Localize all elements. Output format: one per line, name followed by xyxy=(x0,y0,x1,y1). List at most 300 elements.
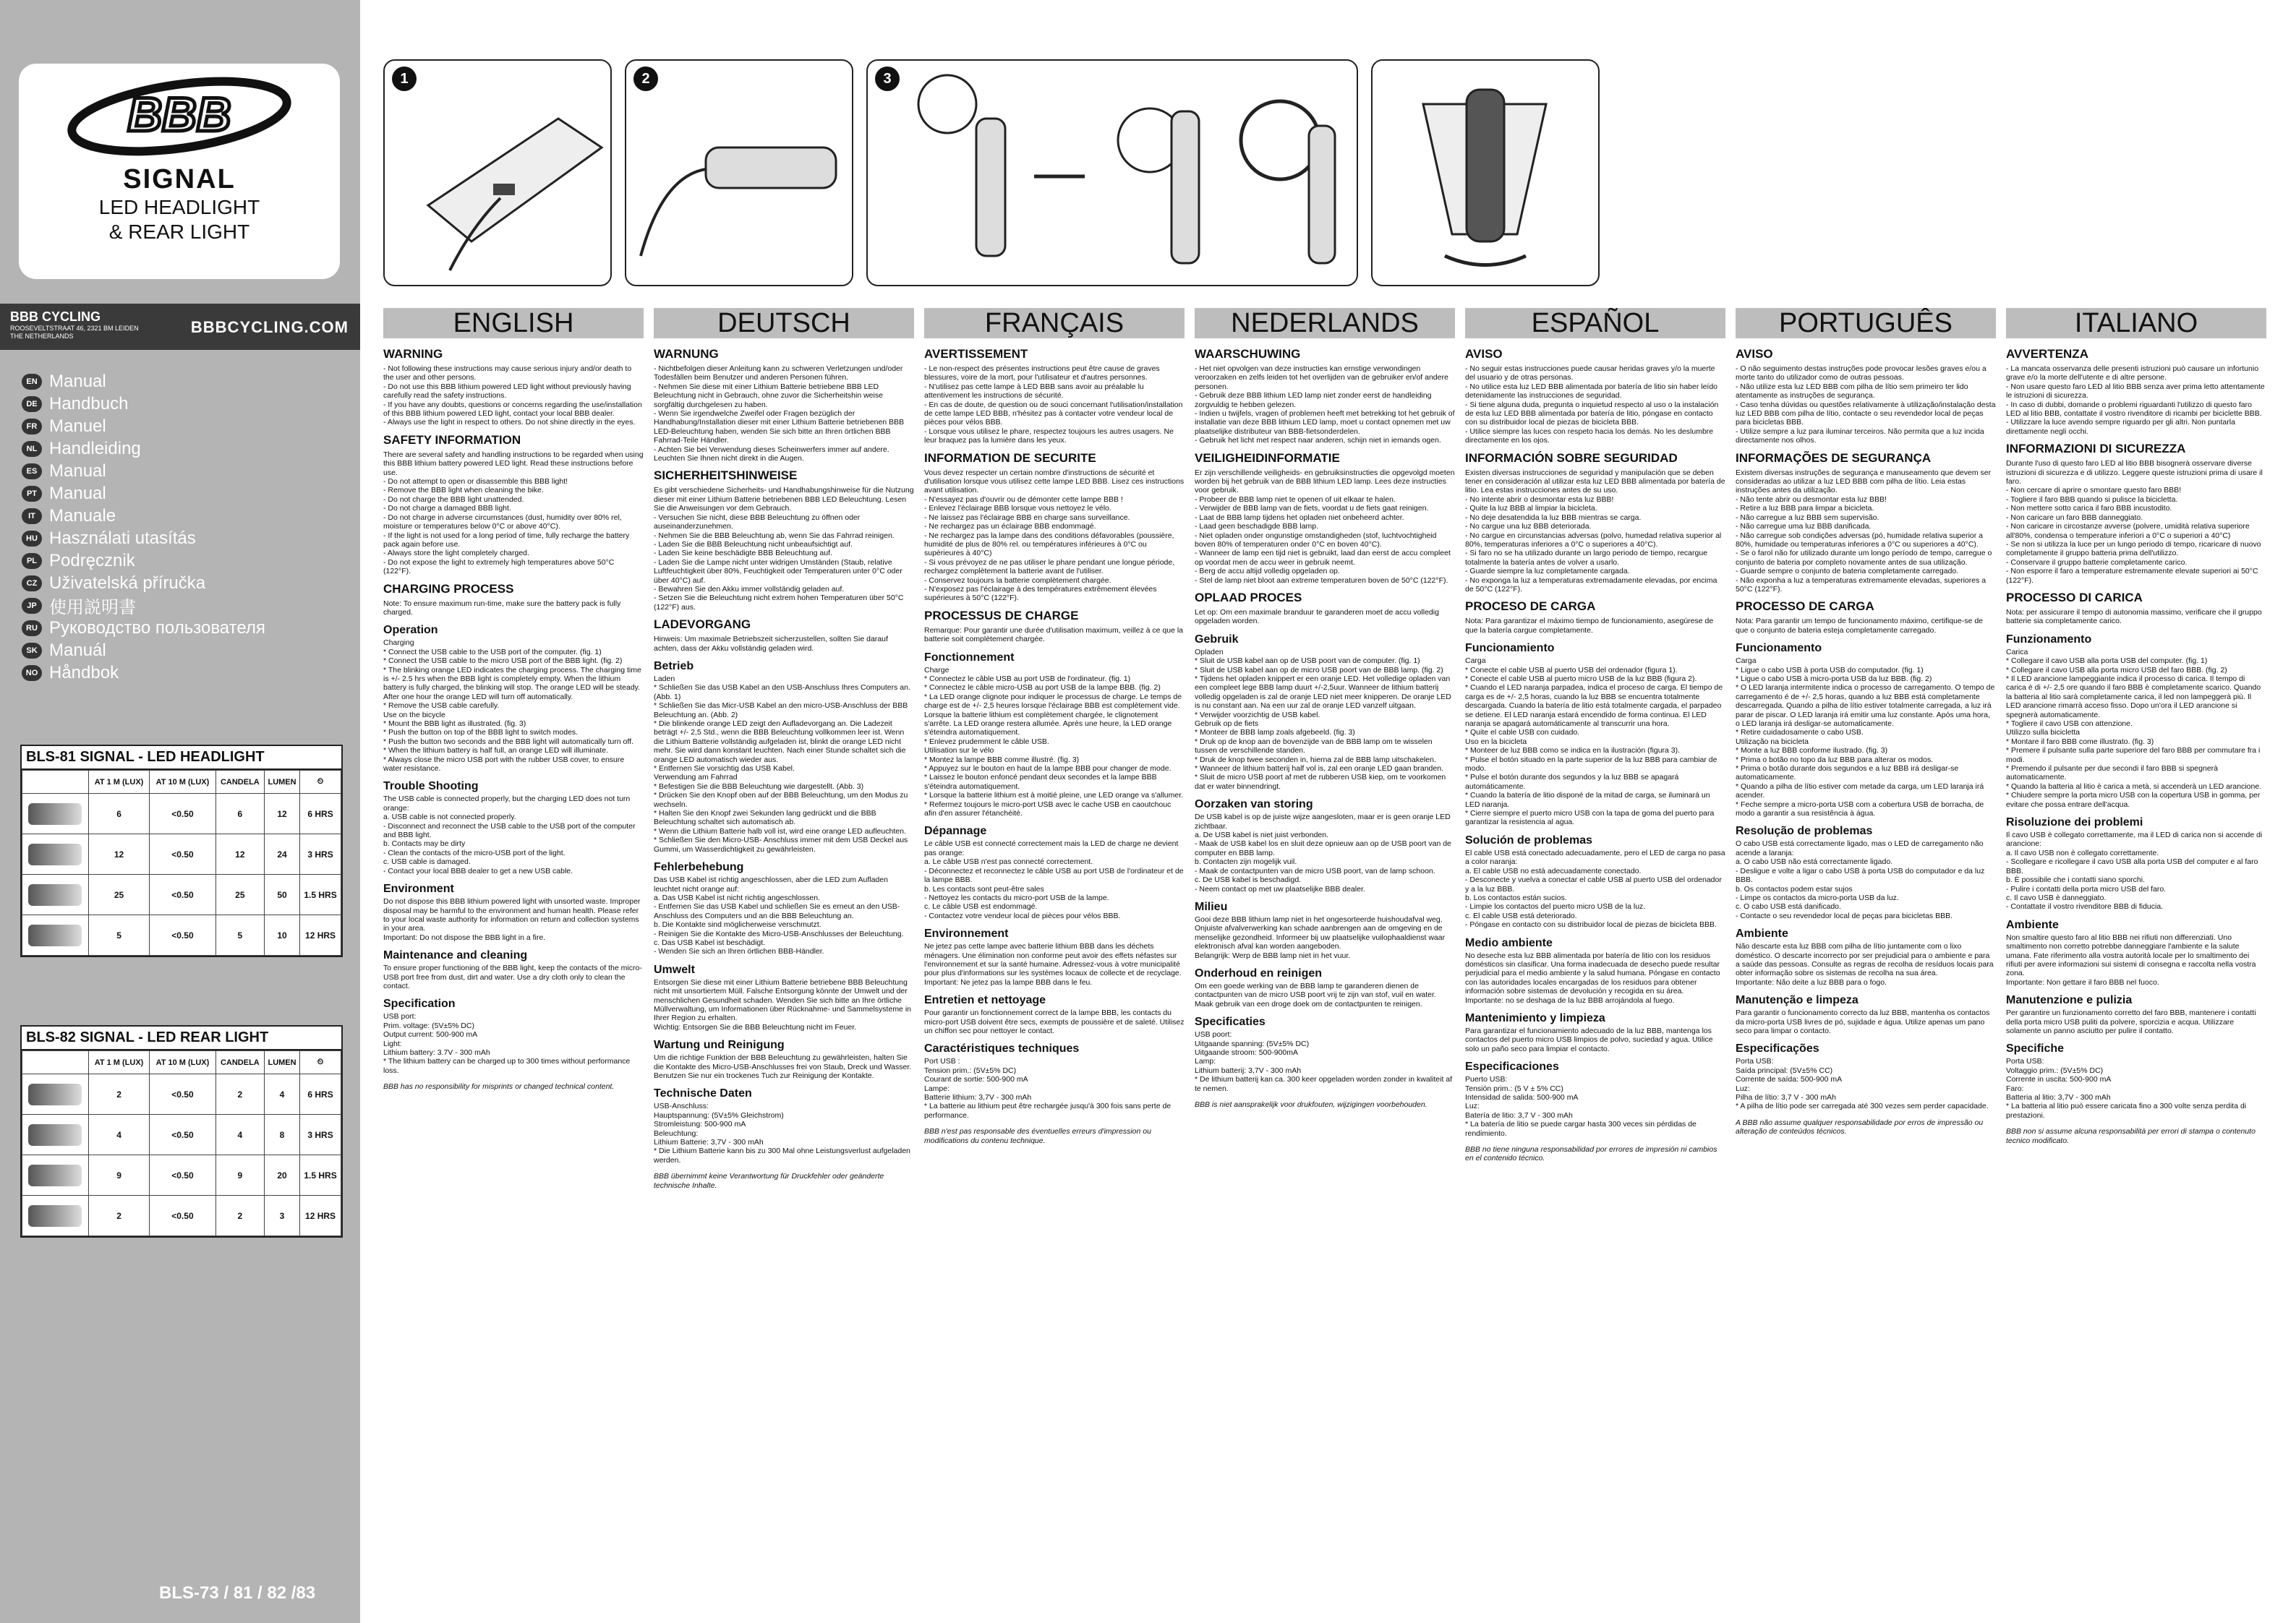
language-item[interactable] xyxy=(22,460,265,482)
body-text: Beleuchtung: xyxy=(654,1129,699,1138)
language-code-badge: SK xyxy=(22,643,42,659)
section-heading: PROCESSO DE CARGA xyxy=(1736,599,1874,614)
section-heading: Oorzaken van storing xyxy=(1195,798,1313,811)
svg-text:BBB: BBB xyxy=(127,87,231,141)
body-text: * Laissez le bouton enfoncé pendant deux secondes et la lampe BBB s'éteindra automatiquement. xyxy=(924,773,1157,791)
table-cell: 1.5 HRS xyxy=(300,1155,341,1196)
body-text: c. De USB kabel is beschadigd. xyxy=(1195,875,1302,885)
body-text: - Do not expose the light to extremely high temperatures above 50°C (122°F). xyxy=(383,557,615,576)
table-header-cell: AT 10 M (LUX) xyxy=(150,1051,216,1074)
body-text: To ensure proper functioning of the BBB light, keep the contacts of the micro-USB port free from dust, dirt and water. Use a dry cloth only to clean the contact. xyxy=(383,964,642,990)
body-text: * Feche sempre a micro-porta USB com a cobertura USB de borracha, de modo a garantir a sua resistência à água. xyxy=(1736,800,1984,818)
language-item[interactable] xyxy=(22,482,265,505)
rearlight-spec-table xyxy=(20,1025,343,1238)
body-text: Use on the bicycle xyxy=(383,710,445,719)
body-text: - Maak de contactpunten van de micro USB poort, van de lamp schoon. xyxy=(1195,866,1435,875)
body-text: * Sluit de USB kabel aan op de micro USB poort van de BBB lamp. (fig. 2) xyxy=(1195,665,1443,675)
language-label: Handbuch xyxy=(49,393,129,414)
section-heading: Umwelt xyxy=(654,963,695,976)
body-text: b. Les contacts sont peut-être sales xyxy=(924,884,1044,894)
table-cell: 6 xyxy=(88,794,149,834)
body-text: USB poort: xyxy=(1195,1030,1232,1040)
table-cell: <0.50 xyxy=(150,875,216,915)
body-text: - Neem contact op met uw plaatselijke BBB dealer. xyxy=(1195,884,1365,894)
table-cell: <0.50 xyxy=(150,915,216,956)
body-text: - Ne laissez pas l'éclairage BBB en charge sans surveillance. xyxy=(924,513,1130,522)
language-label: Podręcznik xyxy=(49,550,135,570)
website-link[interactable]: BBBCYCLING.COM xyxy=(190,318,349,336)
body-text: Om een goede werking van de BBB lamp te garanderen dienen de contactpunten van de micro USB poort vrij te zijn van stof, vuil en water. Maak gebruik van een droge doek om de contactpunten te reinigen. xyxy=(1195,981,1436,1009)
body-text: * Tijdens het opladen knippert er een oranje LED. Het volledige opladen van een compleet lege BBB lamp duurt +/-2,5uur. Wanneer de lithium batterij volledig opgeladen is zal de oranje LED niet meer knipperen. De oranje LED is nu constant aan. Na een uur zal de oranje LED vanzelf uitgaan. xyxy=(1195,674,1451,711)
body-text: Wichtig: Entsorgen Sie die BBB Beleuchtung nicht im Feuer. xyxy=(654,1022,857,1032)
language-label: Manuál xyxy=(49,640,106,660)
body-text: Importante: Non gettare il faro BBB nel fuoco. xyxy=(2006,977,2159,987)
table-cell: 3 HRS xyxy=(300,834,341,875)
table-title: BLS-82 SIGNAL - LED REAR LIGHT xyxy=(22,1027,341,1050)
body-text: - Desconecte y vuelva a conectar el cable USB al puerto USB del ordenador y a la luz BBB. xyxy=(1465,875,1722,894)
body-text: - Caso tenha dúvidas ou questões relativamente à utilização/instalação desta luz LED BBB com pilha de lítio, contacte o seu revendedor local de peças para bicicletas BBB. xyxy=(1736,400,1996,427)
section-heading: Fehlerbehebung xyxy=(654,861,744,874)
table-header-cell: ⏲ xyxy=(300,771,341,794)
body-text: b. Los contactos están sucios. xyxy=(1465,893,1567,902)
language-header: FRANÇAIS xyxy=(924,308,1185,338)
body-text: Para garantizar el funcionamiento adecuado de la luz BBB, mantenga los contactos del puerto micro USB limpios de polvo, suciedad y agua. Utilice solo un paño seco para limpiar el contacto. xyxy=(1465,1026,1713,1053)
language-list xyxy=(22,370,265,684)
body-text: - Berg de accu altijd volledig opgeladen op. xyxy=(1195,567,1340,576)
body-text: Uitgaande stroom: 500-900mA xyxy=(1195,1048,1298,1057)
body-text: Charge xyxy=(924,665,949,675)
body-text: Importante: Não deite a luz BBB para o fogo. xyxy=(1736,977,1887,987)
body-text: - Wanneer de lamp een tijd niet is gebruikt, laad dan eerst de accu compleet op voordat men de accu weer in gebruik neemt. xyxy=(1195,549,1451,567)
body-text: - Pulire i contatti della porta micro USB del faro. xyxy=(2006,884,2167,894)
body-text: - Não carregue a luz BBB sem supervisão. xyxy=(1736,513,1879,522)
body-text: c. Il cavo USB è danneggiato. xyxy=(2006,893,2107,902)
body-text: * Sluit de USB kabel aan op de USB poort van de computer. (fig. 1) xyxy=(1195,656,1420,666)
body-text: - Se o farol não for utilizado durante um longo período de tempo, carregue o conjunto de bateria por completo novamente antes de sua utilização. xyxy=(1736,549,1992,567)
table-row xyxy=(22,1115,341,1155)
body-text: - Non caricare in circostanze avverse (polvere, umidità relativa superiore all'80%, condensa o temperature inferiori a 0°C o superiori a 40°C) xyxy=(2006,522,2250,540)
body-text: - Não tente abrir ou desmontar esta luz BBB! xyxy=(1736,494,1887,504)
table-cell: 2 xyxy=(88,1196,149,1236)
company-bar xyxy=(0,304,360,350)
table-cell: 4 xyxy=(88,1115,149,1155)
table-cell: 9 xyxy=(215,1155,264,1196)
language-item[interactable] xyxy=(22,572,265,594)
table-cell: 25 xyxy=(88,875,149,915)
body-text: - Laad geen beschadigde BBB lamp. xyxy=(1195,522,1319,531)
body-text: * Push the button on top of the BBB light to switch modes. xyxy=(383,728,579,737)
figure-strip xyxy=(383,59,2271,289)
body-text: * Lorsque la batterie lithium est à moitié pleine, une LED orange va s'allumer. xyxy=(924,791,1184,800)
section-heading: Operation xyxy=(383,624,438,637)
company-name: BBB CYCLING xyxy=(10,309,101,324)
body-text: - No cargue en circunstancias adversas (polvo, humedad relativa superior al 80%, temperaturas inferiores a 0°C o superiores a 40°C). xyxy=(1465,531,1722,549)
section-heading: Specificaties xyxy=(1195,1016,1266,1029)
body-text: * Il LED arancione lampeggiante indica il processo di carica. Il tempo di carica è di +/- 2,5 ore quando il faro BBB è completamente scarico. Quando la batteria al litio sarà completamente carica, il led non lampeggerà più. Il LED arancione rimarrà acceso fisso. Dopo un'ora il LED arancione si spegnerà automaticamente. xyxy=(2006,674,2261,719)
body-text: - Bewahren Sie den Akku immer vollständig geladen auf. xyxy=(654,584,845,594)
section-heading: Specifiche xyxy=(2006,1042,2065,1055)
language-header: DEUTSCH xyxy=(654,308,914,338)
language-item[interactable] xyxy=(22,661,265,684)
language-item[interactable] xyxy=(22,505,265,527)
body-text: * Retire cuidadosamente o cabo USB. xyxy=(1736,728,1864,737)
body-text: USB-Anschluss: xyxy=(654,1102,709,1111)
language-item[interactable] xyxy=(22,549,265,572)
body-text: a. El cable USB no está adecuadamente conectado. xyxy=(1465,866,1642,875)
body-text: Durante l'uso di questo faro LED al litio BBB bisognerà osservare diverse istruzioni di sicurezza e di utilizzo. Leggere queste istruzioni prima di usare il faro. xyxy=(2006,459,2263,487)
figure-number: 3 xyxy=(875,67,900,91)
section-heading: INFORMAÇÕES DE SEGURANÇA xyxy=(1736,450,1932,465)
table-header-cell: AT 1 M (LUX) xyxy=(88,1051,149,1074)
light-mode-icon xyxy=(28,1205,82,1227)
language-column xyxy=(383,308,644,1616)
body-text: * Push the button two seconds and the BBB light will automatically turn off. xyxy=(383,737,633,746)
body-text: Carica xyxy=(2006,647,2028,656)
table-header-cell: CANDELA xyxy=(215,1051,264,1074)
body-text: Il cavo USB è collegato correttamente, ma il LED di carica non si accende di arancione: xyxy=(2006,831,2263,849)
section-heading: INFORMACIÓN SOBRE SEGURIDAD xyxy=(1465,450,1678,465)
body-text: * Always close the micro USB port with the rubber USB cover, to ensure water resistance. xyxy=(383,755,625,774)
section-heading: AVERTISSEMENT xyxy=(924,347,1028,361)
body-text: Charging xyxy=(383,638,414,648)
section-heading: Environnement xyxy=(924,928,1009,941)
table-cell: 10 xyxy=(264,915,299,956)
body-text: a. De USB kabel is niet juist verbonden. xyxy=(1195,831,1329,840)
body-text: * Pulse el botón durante dos segundos y la luz BBB se apagará automáticamente. xyxy=(1465,773,1679,791)
body-text: * La LED orange clignote pour indiquer le processus de charge. Le temps de charge est de +/- 2,5 heures lorsque l'éclairage BBB est complètement vide. Lorsque la batterie lithium est complètement chargée, le clignotement s'arrête. La LED orange restera allumée. Après une heure, la LED orange s'éteindra automatiquement. xyxy=(924,692,1182,737)
section-heading: AVISO xyxy=(1736,347,1773,361)
body-text: - Utilice siempre las luces con respeto hacia los demás. No les deslumbre directamente en los ojos. xyxy=(1465,427,1714,445)
body-text: a. O cabo USB não está correctamente ligado. xyxy=(1736,857,1893,867)
body-text: Faro: xyxy=(2006,1084,2024,1093)
figure-1-usb-computer xyxy=(383,59,612,286)
body-text: Ne jetez pas cette lampe avec batterie lithium BBB dans les déchets ménagers. Une élimination non conforme peut avoir des effets néfastes sur l'environnement et sur la santé humaine. Adressez-vous à votre municipalité pour plus d'informations sur les systèmes locaux de collecte et de recyclage. xyxy=(924,942,1182,978)
body-text: * Quite el cable USB con cuidado. xyxy=(1465,728,1580,737)
section-heading: Milieu xyxy=(1195,900,1228,913)
body-text: - Ne rechargez pas la lampe dans des conditions défavorables (poussière, humidité de plus de 80% rel. ou températures inférieures à 0°C ou supérieures à 40°C) xyxy=(924,531,1174,558)
body-text: b. È possibile che i contatti siano sporchi. xyxy=(2006,875,2146,885)
body-text: - Do not use this BBB lithium powered LED light without previously having carefully read the safety instructions. xyxy=(383,382,631,401)
body-text: - O não seguimento destas instruções pode provocar lesões graves e/ou a morte tanto do utilizador como de outras pessoas. xyxy=(1736,364,1986,382)
language-code-badge: HU xyxy=(22,531,42,547)
section-heading: SAFETY INFORMATION xyxy=(383,432,521,447)
body-text: * Enlevez prudemment le câble USB. xyxy=(924,737,1049,746)
body-text: * Cuando el LED naranja parpadea, indica el proceso de carga. El tiempo de carga es de +/- 2,5 horas, cuando la luz BBB se encuentra totalmente descargada. Cuando la batería de litio está totalmente cargada, el parpadeo se detiene. El LED naranja estará encendido de forma continua. El LED naranja se apagará automáticamente al transcurrir una hora. xyxy=(1465,683,1723,728)
body-text: Saída principal: (5V±5% CC) xyxy=(1736,1066,1833,1075)
body-text: Utilização na bicicleta xyxy=(1736,737,1809,746)
body-text: - Setzen Sie die Beleuchtung nicht extrem hohen Temperaturen über 50°C (122°F) aus. xyxy=(654,594,904,612)
body-text: - Ne rechargez pas un éclairage BBB endommagé. xyxy=(924,522,1096,531)
body-text: - Maak de USB kabel los en sluit deze opnieuw aan op de USB poort van de computer en BBB lamp. xyxy=(1195,839,1451,857)
body-text: Luz: xyxy=(1736,1084,1750,1093)
body-text: Per garantire un funzionamento corretto del faro BBB, mantenere i contatti della porta micro USB puliti da polvere, sporcizia e acqua. Utilizzare solamente un panno asciutto per pulire il contatto. xyxy=(2006,1009,2256,1035)
body-text: * Mount the BBB light as illustrated. (fig. 3) xyxy=(383,719,526,728)
body-text: - Nettoyez les contacts du micro-port USB de la lampe. xyxy=(924,893,1109,902)
body-text: - Clean the contacts of the micro-USB port of the light. xyxy=(383,848,566,857)
company-country: THE NETHERLANDS xyxy=(10,333,74,340)
figure-4-rotation xyxy=(1371,59,1600,286)
body-text: - Contacte o seu revendedor local de peças para bicicletas BBB. xyxy=(1736,911,1953,920)
section-heading: INFORMATION DE SECURITE xyxy=(924,450,1096,465)
body-text: Uitgaande spanning: (5V±5% DC) xyxy=(1195,1039,1310,1048)
headlight-spec-table xyxy=(20,745,343,957)
section-heading: Resolução de problemas xyxy=(1736,825,1873,838)
body-text: - Contactez votre vendeur local de pièces pour vélos BBB. xyxy=(924,911,1121,920)
body-text: b. Contacts may be dirty xyxy=(383,839,466,849)
body-text: Nota: Para garantir um tempo de funcionamento máximo, certifique-se de que o conjunto de bateria esteja completamente carregado. xyxy=(1736,617,1984,635)
body-text: Nota: Para garantizar el máximo tiempo de funcionamiento, asegúrese de que la batería cargue completamente. xyxy=(1465,617,1714,635)
section-heading: Gebruik xyxy=(1195,633,1239,646)
body-text: * Montare il faro BBB come illustrato. (fig. 3) xyxy=(2006,737,2154,746)
light-mode-icon xyxy=(28,925,82,946)
table-cell: 6 xyxy=(215,794,264,834)
body-text: Es gibt verschiedene Sicherheits- und Handhabungshinweise für die Nutzung dieser mit einer Lithium Batterie betriebenen BBB LED Beleuchtung. Lesen Sie die Anweisungen vor dem Gebrauch. xyxy=(654,486,914,513)
product-subtitle-2: & REAR LIGHT xyxy=(108,220,250,243)
table-header-cell: ⏲ xyxy=(300,1051,341,1074)
body-text: - Gebruik het licht met respect naar anderen, schijn niet in iemands ogen. xyxy=(1195,436,1441,445)
table-cell: 5 xyxy=(215,915,264,956)
figure-number: 2 xyxy=(633,67,658,91)
section-heading: Manutenzione e pulizia xyxy=(2006,994,2133,1007)
table-cell: 3 HRS xyxy=(300,1115,341,1155)
section-heading: Manutenção e limpeza xyxy=(1736,994,1858,1007)
language-column xyxy=(1736,308,1996,1616)
body-text: * Ligue o cabo USB à porta USB do computador. (fig. 1) xyxy=(1736,665,1924,675)
body-text: Batterie lithium: 3,7V - 300 mAh xyxy=(924,1093,1032,1102)
disclaimer-note: BBB übernimmt keine Verantwortung für Druckfehler oder geänderte technische Inhalte. xyxy=(654,1172,884,1190)
body-text: c. O cabo USB está danificado. xyxy=(1736,902,1841,912)
disclaimer-note: BBB has no responsibility for misprints or changed technical content. xyxy=(383,1082,615,1092)
section-heading: Risoluzione dei problemi xyxy=(2006,816,2143,829)
body-text: * De lithium batterij kan ca. 300 keer opgeladen worden zonder in kwaliteit af te nemen. xyxy=(1195,1075,1453,1093)
body-text: - Não exponha a luz a temperaturas extremamente elevadas, superiores a 50°C (122°F). xyxy=(1736,575,1986,594)
body-text: No deseche esta luz BBB alimentada por batería de litio con los residuos domésticos sin clasificar. Una forma inadecuada de desecho puede resultar perjudicial para el medio ambiente y la salud humana. Póngase en contacto con las autoridades locales encargadas de los residuos para obtener información sobre sistemas de devolución y recogida en su área. xyxy=(1465,951,1720,996)
table-cell: 12 xyxy=(215,834,264,875)
body-text: * Refermez toujours le micro-port USB avec le cache USB en caoutchouc afin d'en assurer l'étanchéité. xyxy=(924,800,1172,818)
body-text: * Connectez le câble USB au port USB de l'ordinateur. (fig. 1) xyxy=(924,674,1131,683)
section-heading: WARNUNG xyxy=(654,347,719,361)
body-text: USB port: xyxy=(383,1012,417,1022)
body-text: Corrente in uscita: 500-900 mA xyxy=(2006,1075,2112,1084)
body-text: * Drücken Sie den Knopf oben auf der BBB Beleuchtung, um den Modus zu wechseln. xyxy=(654,791,908,809)
body-text: Existen diversas instrucciones de seguridad y manipulación que se deben tener en consideración al utilizar esta luz LED BBB alimentada por batería de litio. Lea estas instrucciones antes de su uso. xyxy=(1465,468,1725,495)
body-text: Output current: 500-900 mA xyxy=(383,1030,478,1040)
light-usb-illustration xyxy=(626,61,852,285)
body-text: - Limpe os contactos da micro-porta USB da luz. xyxy=(1736,893,1899,902)
language-code-badge: NO xyxy=(22,665,42,681)
body-text: * Wenn die Lithium Batterie halb voll ist, wird eine orange LED aufleuchten. xyxy=(654,826,906,836)
body-text: * Druk op de knop aan de bovenzijde van de BBB lamp om te wisselen tussen de verschillende standen. xyxy=(1195,737,1433,755)
body-text: * La batteria al litio può essere caricata fino a 300 volte senza perdita di prestazioni. xyxy=(2006,1102,2247,1120)
body-text: Luz: xyxy=(1465,1102,1480,1111)
table-cell: 2 xyxy=(88,1074,149,1115)
table-cell: 12 HRS xyxy=(300,1196,341,1236)
body-text: - Indien u twijfels, vragen of problemen heeft met betrekking tot het gebruik of installatie van deze BBB lithium LED lamp, moet u contact opnemen met uw plaatselijke distributeur van BBB-fietsonderdelen. xyxy=(1195,409,1455,436)
body-text: - Non usare questo faro LED al litio BBB senza aver prima letto attentamente le istruzioni di sicurezza. xyxy=(2006,382,2265,401)
company-address: ROOSEVELTSTRAAT 46, 2321 BM LEIDEN xyxy=(10,325,139,332)
table-cell: 12 xyxy=(88,834,149,875)
body-text: a. USB cable is not connected properly. xyxy=(383,813,516,822)
body-text: - Conservez toujours la batterie complètement chargée. xyxy=(924,575,1111,585)
language-column xyxy=(2006,308,2266,1616)
table-cell: 20 xyxy=(264,1155,299,1196)
table-row xyxy=(22,875,341,915)
body-text: Laden xyxy=(654,674,675,683)
language-label: Handleiding xyxy=(49,438,141,458)
table-cell: 4 xyxy=(215,1115,264,1155)
body-text: * Befestigen Sie die BBB Beleuchtung wie dargestellt. (Abb. 3) xyxy=(654,781,864,791)
table-cell: 12 xyxy=(264,794,299,834)
body-text: - Remove the BBB light when cleaning the bike. xyxy=(383,486,544,495)
language-item[interactable] xyxy=(22,639,265,661)
logo-card xyxy=(19,64,340,279)
body-text: Batería de litio: 3,7 V - 300 mAh xyxy=(1465,1110,1573,1120)
body-text: Tensión prim.: (5 V ± 5% CC) xyxy=(1465,1084,1563,1093)
body-text: Pour garantir un fonctionnement correct de la lampe BBB, les contacts du micro-port USB doivent être secs, exempts de poussière et de saleté. Utilisez un chiffon sec pour nettoyer le contact. xyxy=(924,1009,1185,1035)
body-text: - Disconnect and reconnect the USB cable to the USB port of the computer and BBB light. xyxy=(383,821,636,840)
language-item[interactable] xyxy=(22,415,265,437)
section-heading: Trouble Shooting xyxy=(383,780,479,793)
body-text: - Het niet opvolgen van deze instructies kan ernstige verwondingen veroorzaken en zelfs leiden tot het overlijden van de gebruiker en/of andere personen. xyxy=(1195,364,1448,391)
table-cell: <0.50 xyxy=(150,1155,216,1196)
body-text: - Non mettere sotto carica il faro BBB incustodito. xyxy=(2006,504,2172,513)
body-text: - Laden Sie keine beschädigte BBB Beleuchtung auf. xyxy=(654,549,832,558)
body-text: Lamp: xyxy=(1195,1057,1216,1066)
body-text: Porta USB: xyxy=(2006,1057,2044,1066)
language-label: Manuel xyxy=(49,416,106,436)
body-text: * Schließen Sie den Micro-USB- Anschluss immer mit dem USB Deckel aus Gummi, um Wasserdichtigkeit zu gewährleisten. xyxy=(654,836,908,854)
sidebar xyxy=(0,0,360,1623)
body-text: * Conecte el cable USB al puerto micro USB de la luz BBB (figura 2). xyxy=(1465,674,1697,683)
section-heading: Medio ambiente xyxy=(1465,936,1553,949)
body-text: Utilizzo sulla bicicletta xyxy=(2006,728,2081,737)
body-text: - Always store the light completely charged. xyxy=(383,549,529,558)
table-cell: 24 xyxy=(264,834,299,875)
body-text: Non smaltire questo faro al litio BBB nei rifiuti non differenziati. Uno smaltimento non corretto potrebbe danneggiare l'ambiente e la salute umana. Fate riferimento alla vostra autorità locale per lo smaltimento dei rifiuti per avere informazioni sui sistemi di consegna e raccolta nella vostra zona. xyxy=(2006,933,2256,978)
table-cell: <0.50 xyxy=(150,834,216,875)
body-text: c. El cable USB está deteriorado. xyxy=(1465,911,1577,920)
language-label: Руководство пользователя xyxy=(49,617,265,638)
section-heading: Ambiente xyxy=(1736,928,1788,941)
body-text: - Not following these instructions may cause serious injury and/or death to the user and other persons. xyxy=(383,364,632,382)
body-text: - No utilice esta luz LED BBB alimentada por batería de litio sin haber leído detenidamente las instrucciones de seguridad. xyxy=(1465,382,1718,401)
body-text: Note: To ensure maximum run-time, make sure the battery pack is fully charged. xyxy=(383,599,621,617)
body-text: * La batterie au lithium peut être rechargée jusqu'à 300 fois sans perte de performance. xyxy=(924,1102,1172,1120)
body-text: - Déconnectez et reconnectez le câble USB au port USB de l'ordinateur et de la lampe BBB. xyxy=(924,866,1184,885)
body-text: Uso en la bicicleta xyxy=(1465,737,1527,746)
body-text: Hauptspannung: (5V±5% Gleichstrom) xyxy=(654,1110,784,1120)
body-text: Utilisation sur le vélo xyxy=(924,746,994,755)
body-text: * Collegare il cavo USB alla porta USB del computer. (fig. 1) xyxy=(2006,656,2208,666)
body-text: - Se non si utilizza la luce per un lungo periodo di tempo, ricaricare di nuovo completamente il gruppo batteria prima dell'utilizzo. xyxy=(2006,539,2261,558)
body-text: * Remove the USB cable carefully. xyxy=(383,701,500,711)
table-cell: 9 xyxy=(88,1155,149,1196)
body-text: c. Le câble USB est endommagé. xyxy=(924,902,1038,912)
body-text: - Nehmen Sie diese mit einer Lithium Batterie betriebene BBB LED Beleuchtung nicht in Gebrauch, ohne zuvor die Sicherheitshin weise sorgfältig durchgelesen zu haben. xyxy=(654,382,883,409)
body-text: - Reinigen Sie die Kontakte des Micro-USB-Anschlusses der Beleuchtung. xyxy=(654,929,904,938)
light-mode-icon xyxy=(28,1165,82,1186)
body-text: - Não utilize esta luz LED BBB com pilha de lítio sem primeiro ter lido atentamente as instruções de segurança. xyxy=(1736,382,1968,401)
body-text: * The lithium battery can be charged up to 300 times without performance loss. xyxy=(383,1057,631,1075)
body-text: - Wenden Sie sich an Ihren örtlichen BBB-Händler. xyxy=(654,947,824,956)
table-cell: 3 xyxy=(264,1196,299,1236)
language-label: Håndbok xyxy=(49,662,119,682)
body-text: Intensidad de salida: 500-900 mA xyxy=(1465,1093,1579,1102)
body-text: Do not dispose this BBB lithium powered light with unsorted waste. Improper disposal may be harmful to the environment and human health. Please refer to your local waste authority for information on return and collection systems in your area. xyxy=(383,897,641,933)
language-item[interactable] xyxy=(22,527,265,549)
section-heading: Ambiente xyxy=(2006,918,2059,931)
body-text: Prim. voltage: (5V±5% DC) xyxy=(383,1021,474,1030)
language-code-badge: FR xyxy=(22,419,42,434)
body-text: Voltaggio prim.: (5V±5% DC) xyxy=(2006,1066,2104,1075)
table-header-cell: LUMEN xyxy=(264,1051,299,1074)
table-row xyxy=(22,834,341,875)
body-text: - Probeer de BBB lamp niet te openen of uit elkaar te halen. xyxy=(1195,494,1396,504)
language-item[interactable] xyxy=(22,370,265,393)
language-code-badge: NL xyxy=(22,441,42,457)
body-text: - Contattate il vostro rivenditore BBB di fiducia. xyxy=(2006,902,2164,912)
language-column xyxy=(654,308,914,1616)
body-text: b. Die Kontakte sind möglicherweise verschmutzt. xyxy=(654,920,821,930)
body-text: * Quando la batteria al litio è carica a metà, si accenderà un LED arancione. xyxy=(2006,781,2262,791)
body-text: Carga xyxy=(1736,656,1757,666)
body-text: - Achten Sie bei Verwendung dieses Scheinwerfers immer auf andere. Leuchten Sie Ihnen nicht direkt in die Augen. xyxy=(654,445,889,463)
mounting-illustration xyxy=(868,61,1357,285)
body-text: Vous devez respecter un certain nombre d'instructions de sécurité et d'utilisation lorsque vous utilisez cette lampe LED BBB. Lisez ces instructions avant utilisation. xyxy=(924,468,1185,495)
body-text: Opladen xyxy=(1195,647,1224,656)
body-text: - Não carregue sob condições adversas (pó, humidade relativa superior a 80%, humidade ou temperaturas inferiores a 0°C ou superiores a 40°C). xyxy=(1736,531,1984,549)
language-item[interactable] xyxy=(22,594,265,617)
body-text: - Enlevez l'éclairage BBB lorsque vous nettoyez le vélo. xyxy=(924,504,1111,513)
section-heading: Funcionamento xyxy=(1736,642,1822,655)
body-text: * When the lithium battery is half full, an orange LED will illuminate. xyxy=(383,746,609,755)
figure-2-usb-light xyxy=(625,59,853,286)
body-text: c. Das USB Kabel ist beschädigt. xyxy=(654,938,766,947)
body-text: * Chiudere sempre la porta micro USB con la copertura USB in gomma, per evitare che possa entrare dell'acqua. xyxy=(2006,791,2261,809)
language-item[interactable] xyxy=(22,393,265,415)
table-header-cell: CANDELA xyxy=(215,771,264,794)
body-text: * Die Lithium Batterie kann bis zu 300 Mal ohne Leistungsverlust aufgeladen werden. xyxy=(654,1147,910,1165)
table-cell: 8 xyxy=(264,1115,299,1155)
body-text: Gooi deze BBB lithium lamp niet in het ongesorteerde huishoudafval weg. Onjuiste afvalverwerking kan schade aanbrengen aan de omgeving en de menselijke gezondheid. Informeer bij uw plaatselijke vuilophaaldienst waar elektronisch afval kan worden aangeboden. xyxy=(1195,915,1446,951)
body-text: - Non caricare un faro BBB danneggiato. xyxy=(2006,513,2143,522)
body-text: * Quando a pilha de lítio estiver com metade da carga, um LED laranja irá acender. xyxy=(1736,781,1984,800)
language-item[interactable] xyxy=(22,617,265,639)
body-text: * Monteer de luz BBB como se indica en la ilustración (figura 3). xyxy=(1465,746,1681,755)
disclaimer-note: BBB n'est pas responsable des éventuelles erreurs d'impression ou modifications du contenu technique. xyxy=(924,1127,1151,1145)
body-text: * Die blinkende orange LED zeigt den Aufladevorgang an. Die Ladezeit beträgt +/- 2,5 Std., wenn die BBB Beleuchtung vollkommen leer ist. Wenn die Lithium Batterie vollständig aufgeladen ist, blinkt die orange LED nicht mehr. Sie wird dann konstant leuchten. Nach einer Stunde schaltet sich die orange LED automatisch wieder aus. xyxy=(654,719,906,764)
language-item[interactable] xyxy=(22,437,265,460)
body-text: Let op: Om een maximale branduur te garanderen moet de accu volledig opgeladen worden. xyxy=(1195,607,1439,626)
body-text: * Connect the USB cable to the USB port of the computer. (fig. 1) xyxy=(383,647,602,656)
body-text: The USB cable is connected properly, but the charging LED does not turn orange: xyxy=(383,795,631,813)
language-label: Manuale xyxy=(49,505,116,526)
language-column xyxy=(924,308,1185,1616)
disclaimer-note: BBB non si assume alcuna responsabilità per errori di stampa o contenuto tecnico modificato. xyxy=(2006,1127,2256,1145)
body-text: - Utilizzare la luce avendo sempre riguardo per gli altri. Non puntarla direttamente negli occhi. xyxy=(2006,418,2235,436)
language-column xyxy=(1465,308,1725,1616)
section-heading: WAARSCHUWING xyxy=(1195,347,1301,361)
section-heading: VEILIGHEIDINFORMATIE xyxy=(1195,450,1340,465)
body-text: * Entfernen Sie vorsichtig das USB Kabel. xyxy=(654,764,795,774)
table-cell: 12 HRS xyxy=(300,915,341,956)
body-text: a. Il cavo USB non è collegato correttamente. xyxy=(2006,848,2159,857)
body-text: * Sluit de micro USB poort af met de rubberen USB kiep, om te voorkomen dat er water binnendringt. xyxy=(1195,773,1446,791)
table-cell: 50 xyxy=(264,875,299,915)
body-text: - Do not attempt to open or disassemble this BBB light! xyxy=(383,477,568,487)
body-text: * The blinking orange LED indicates the charging process. The charging time is +/- 2.5 hrs when the BBB light is completely empty. When the lithium battery is fully charged, the blinking will stop. The orange LED will be steady. After one hour the orange LED will turn off automatically. xyxy=(383,665,641,701)
table-title: BLS-81 SIGNAL - LED HEADLIGHT xyxy=(22,746,341,770)
